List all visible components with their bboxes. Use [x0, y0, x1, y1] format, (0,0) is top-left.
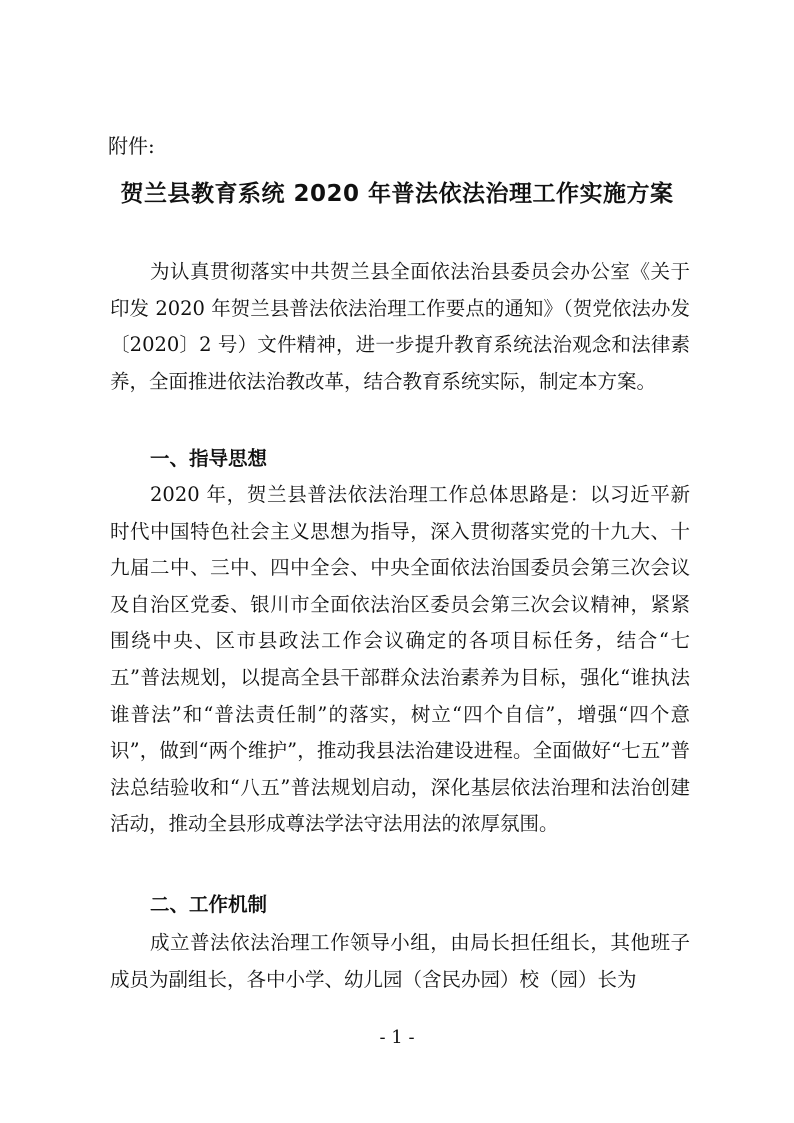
intro-paragraph: 为认真贯彻落实中共贺兰县全面依法治县委员会办公室《关于印发 2020 年贺兰县普法依法治理工作要点的通知》（贺党依法办发〔2020〕2 号）文件精神，进一步提升教育系统法治观念和法律素养，全面推进依法治教改革，结合教育系统实际，制定本方案。: [110, 260, 690, 393]
document-title: 贺兰县教育系统 2020 年普法依法治理工作实施方案: [120, 181, 674, 207]
section-heading-work-mechanism: 二、工作机制: [150, 893, 268, 916]
page-number: - 1 -: [379, 1027, 415, 1048]
section-paragraph-work-mechanism: 成立普法依法治理工作领导小组，由局长担任组长，其他班子成员为副组长，各中小学、幼儿园（含民办园）校（园）长为: [110, 931, 690, 991]
attachment-label: 附件:: [108, 134, 155, 158]
section-heading-guiding-thought: 一、指导思想: [150, 447, 268, 470]
section-paragraph-guiding-thought: 2020 年，贺兰县普法依法治理工作总体思路是：以习近平新时代中国特色社会主义思想为指导，深入贯彻落实党的十九大、十九届二中、三中、四中全会、中央全面依法治国委员会第三次会议及自治区党委、银川市全面依法治区委员会第三次会议精神，紧紧围绕中央、区市县政法工作会议确定的各项目标任务，结合“七五”普法规划，以提高全县干部群众法治素养为目标，强化“谁执法谁普法”和“普法责任制”的落实，树立“四个自信”，增强“四个意识”，做到“两个维护”，推动我县法治建设进程。全面做好“七五”普法总结验收和“八五”普法规划启动，深化基层依法治理和法治创建活动，推动全县形成尊法学法守法用法的浓厚氛围。: [110, 483, 690, 836]
